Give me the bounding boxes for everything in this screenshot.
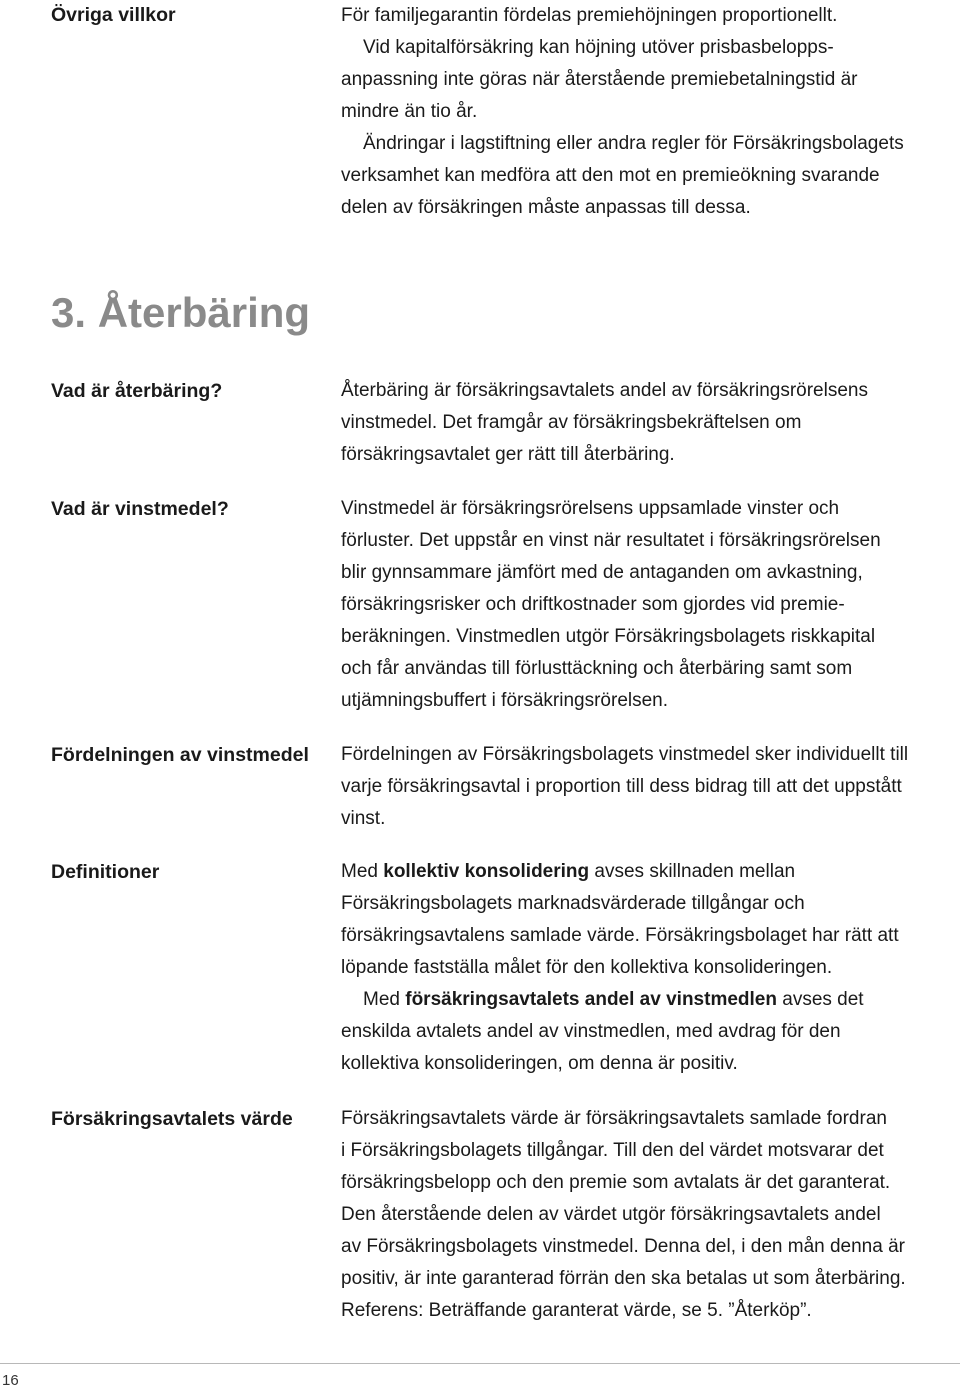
text-line: försäkringsavtalet ger rätt till återbäring. xyxy=(341,444,675,465)
text-line: i Försäkringsbolagets tillgångar. Till den del värdet motsvarar det xyxy=(341,1140,884,1161)
text-line: Vinstmedel är försäkringsrörelsens uppsamlade vinster och xyxy=(341,498,840,519)
text-fragment: avses det xyxy=(776,989,864,1010)
text-line: blir gynnsammare jämfört med de antaganden om avkastning, xyxy=(341,562,863,583)
text-line: Försäkringsavtalets värde är försäkringsavtalets samlade fordran xyxy=(341,1108,887,1129)
vad-ar-aterbaring-heading: Vad är återbäring? xyxy=(51,380,223,402)
text-line: och får användas till förlusttäckning och återbäring samt som xyxy=(341,658,853,679)
text-line: Försäkringsbolagets marknadsvärderade tillgångar och xyxy=(341,893,805,914)
section-title: 3. Återbäring xyxy=(51,289,311,336)
text-line: förluster. Det uppstår en vinst när resultatet i försäkringsrörelsen xyxy=(341,530,881,551)
text-line: mindre än tio år. xyxy=(341,101,478,122)
text-fragment: avses skillnaden mellan xyxy=(589,861,796,882)
forsakringsavtalets-varde-text xyxy=(341,1103,953,1327)
fordelningen-text xyxy=(341,739,953,835)
text-line: varje försäkringsavtal i proportion till dess bidrag till att det uppstått xyxy=(341,776,902,797)
text-line: löpande fastställa målet för den kollektiva konsolideringen. xyxy=(341,957,833,978)
text-line: Den återstående delen av värdet utgör försäkringsavtalets andel xyxy=(341,1204,881,1225)
text-fragment: Med xyxy=(363,989,406,1010)
vad-ar-vinstmedel-text xyxy=(341,493,953,717)
text-line: Fördelningen av Försäkringsbolagets vinstmedel sker individuellt till xyxy=(341,744,909,765)
forsakringsavtalets-varde-heading: Försäkringsavtalets värde xyxy=(51,1108,293,1130)
text-line: Referens: Beträffande garanterat värde, se 5. ”Återköp”. xyxy=(341,1300,812,1321)
text-line: vinstmedel. Det framgår av försäkringsbekräftelsen om xyxy=(341,412,802,433)
text-line: anpassning inte göras när återstående premiebetalningstid är xyxy=(341,69,858,90)
text-line: delen av försäkringen måste anpassas till dessa. xyxy=(341,197,751,218)
text-line: Ändringar i lagstiftning eller andra regler för Försäkringsbolagets xyxy=(363,133,904,154)
page-number: 16 xyxy=(2,1372,19,1389)
definition-second-line xyxy=(341,984,953,1016)
fordelningen-heading: Fördelningen av vinstmedel xyxy=(51,744,309,766)
text-fragment: Med xyxy=(341,861,384,882)
ovriga-villkor-text xyxy=(341,0,953,224)
text-line: enskilda avtalets andel av vinstmedlen, med avdrag för den xyxy=(341,1021,841,1042)
vad-ar-aterbaring-text xyxy=(341,375,953,471)
text-line: vinst. xyxy=(341,808,386,829)
definitioner-heading: Definitioner xyxy=(51,861,160,883)
text-line: Vid kapitalförsäkring kan höjning utöver prisbasbelopps- xyxy=(363,37,834,58)
text-line: försäkringsavtalens samlade värde. Försäkringsbolaget har rätt att xyxy=(341,925,899,946)
vad-ar-vinstmedel-heading: Vad är vinstmedel? xyxy=(51,498,229,520)
text-line: av Försäkringsbolagets vinstmedel. Denna del, i den mån denna är xyxy=(341,1236,905,1257)
term-andel-av-vinstmedlen: försäkringsavtalets andel av vinstmedlen xyxy=(405,989,777,1010)
ovriga-villkor-heading: Övriga villkor xyxy=(51,4,176,26)
term-kollektiv-konsolidering: kollektiv konsolidering xyxy=(383,861,590,882)
text-line: beräkningen. Vinstmedlen utgör Försäkringsbolagets riskkapital xyxy=(341,626,876,647)
text-line: Återbäring är försäkringsavtalets andel av försäkringsrörelsens xyxy=(341,380,868,401)
text-line: verksamhet kan medföra att den mot en premieökning svarande xyxy=(341,165,880,186)
text-line: kollektiva konsolideringen, om denna är positiv. xyxy=(341,1053,738,1074)
definitioner-text xyxy=(341,856,953,1080)
footer-divider xyxy=(0,1363,960,1364)
text-line: positiv, är inte garanterad förrän den ska betalas ut som återbäring. xyxy=(341,1268,906,1289)
text-line: försäkringsbelopp och den premie som avtalats är det garanterat. xyxy=(341,1172,891,1193)
text-line: försäkringsrisker och driftkostnader som gjordes vid premie- xyxy=(341,594,845,615)
text-line: utjämningsbuffert i försäkringsrörelsen. xyxy=(341,690,669,711)
text-line: För familjegarantin fördelas premiehöjningen proportionellt. xyxy=(341,5,838,26)
definition-first-line xyxy=(341,856,953,888)
